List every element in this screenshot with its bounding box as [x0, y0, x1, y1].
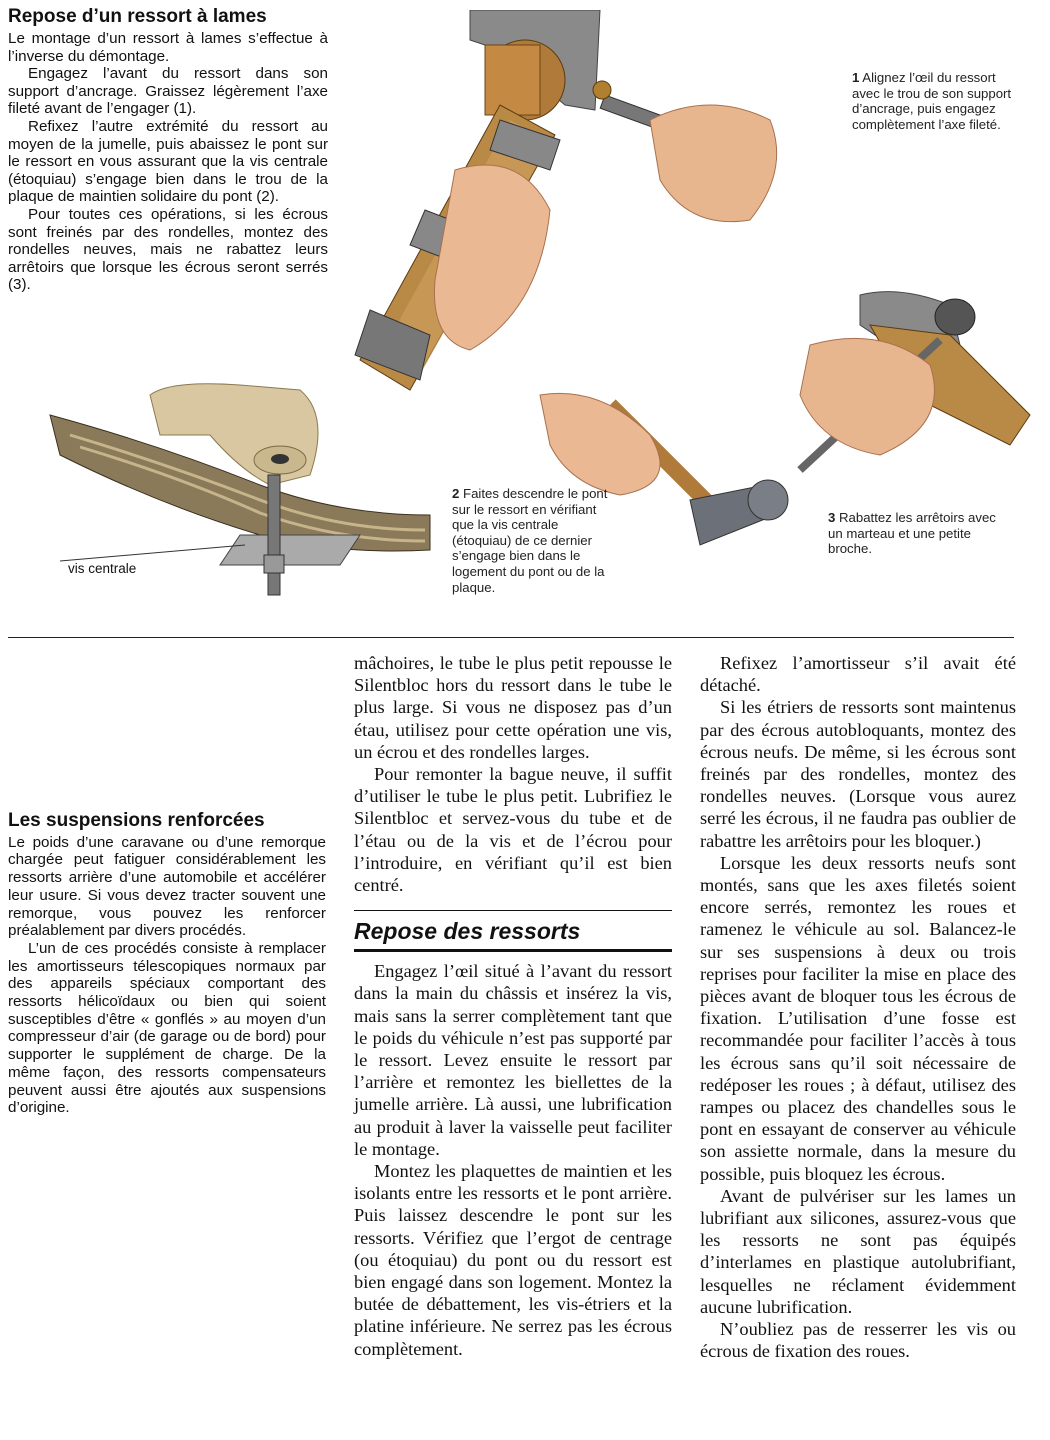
caption-number: 3: [828, 510, 836, 525]
column-suspensions: [8, 812, 326, 1117]
paragraph: Pour remonter la bague neuve, il suffit d’utiliser le tube le plus petit. Lubrifiez le Silentbloc et servez-vous du tube et de l’étau ou de la vis et de l’écrou pour l’introduire, en vérifiant qu’il est bien centré.: [354, 764, 672, 896]
column-right: [700, 652, 1016, 1363]
label-vis-centrale: vis centrale: [68, 561, 137, 576]
section-title: Les suspensions renforcées: [8, 810, 265, 831]
paragraph: Avant de pulvériser sur les lames un lubrifiant aux silicones, assurez-vous que les ressorts ne sont pas équipés d’interlames en plastique autolubrifiant, lesquelles ne réclament évidemment aucune lubrification.: [700, 1185, 1016, 1317]
intro-paragraph: Pour toutes ces opérations, si les écrous sont freinés par des rondelles, montez des rondelles neuves, mais ne rabattez leurs arrêtoirs que lorsque les écrous seront serrés (3).: [8, 205, 328, 294]
caption-text: Rabattez les arrêtoirs avec un marteau et une petite broche.: [828, 510, 996, 557]
section-heading: Repose des ressorts: [354, 917, 672, 952]
intro-paragraph: Refixez l’autre extrémité du ressort au moyen de la jumelle, puis abaissez le pont sur le ressort en vous assurant que la vis centrale (étoquiau) s’engage bien dans le trou de la plaque de maintien solidaire du pont (2).: [8, 117, 328, 206]
paragraph: N’oubliez pas de resserrer les vis ou écrous de fixation des roues.: [700, 1319, 1016, 1362]
intro-title: Repose d’un ressort à lames: [8, 6, 267, 27]
illustration-step2: [40, 375, 440, 625]
caption-text: Faites descendre le pont sur le ressort en vérifiant que la vis centrale (étoquiau) de ce dernier s’engage bien dans le logement du pont ou de la plaque.: [452, 486, 608, 595]
caption-number: 1: [852, 70, 860, 85]
caption-text: Alignez l’œil du ressort avec le trou de son support d’ancrage, puis engagez complètement l’axe fileté.: [852, 70, 1012, 132]
intro-paragraph: Le montage d’un ressort à lames s’effectue à l’inverse du démontage.: [8, 30, 328, 65]
intro-section: [8, 6, 328, 294]
paragraph: mâchoires, le tube le plus petit repousse le Silentbloc hors du ressort dans le tube le plus large. Si vous ne disposez pas d’un étau, utilisez pour cette opération une vis, un écrou et des rondelles larges.: [354, 653, 672, 762]
paragraph: L’un de ces procédés consiste à remplacer les amortisseurs télescopiques normaux par des appareils spéciaux comportant des ressorts hélicoïdaux ou bien qui soient susceptibles d’être « gonflés » au moyen d’un compresseur d’air (de garage ou de bord) pour supporter le supplément de charge. De la même façon, des ressorts compensateurs peuvent aussi être ajoutés aux suspensions d’origine.: [8, 939, 326, 1117]
paragraph: Montez les plaquettes de maintien et les isolants entre les ressorts et le pont arrière. Puis laissez descendre le pont sur les ressorts. Vérifiez que l’ergot de centrage (ou étoquiau) du pont ou du ressort est bien engagé dans son logement. Montez la butée de débattement, les vis-étriers et la platine inférieure. Ne serrez pas les écrous complètement.: [354, 1161, 672, 1359]
section-divider: [8, 637, 1014, 638]
caption-step1: [852, 70, 1012, 132]
paragraph: Si les étriers de ressorts sont maintenus par des écrous autobloquants, montez des écrous neufs. De même, si les écrous sont freinés par des rondelles, montez des rondelles neuves. (Lorsque vous aurez serré les écrous, il ne faudra pas oublier de rabattre les arrêtoirs pour les bloquer.): [700, 697, 1016, 851]
paragraph: Le poids d’une caravane ou d’une remorque chargée peut fatiguer considérablement les ressorts arrière d’une automobile et accélérer leur usure. Si vous devez tracter souvent une remorque, vous pouvez les renforcer préalablement par divers procédés.: [8, 833, 326, 940]
paragraph: Lorsque les deux ressorts neufs sont montés, sans que les axes filetés soient encore serrés, remontez les roues et ramenez le véhicule au sol. Balancez-le sur ses suspensions à deux ou trois reprises pour faciliter la mise en place des pièces avant de bloquer tous les écrous de fixation. L’utilisation d’une fosse est recommandée pour faciliter l’accès à tous les écrous sans qu’il soit nécessaire de redéposer les roues ; à défaut, utilisez des rampes ou placez des chandelles sous le pont en essayant de conserver au véhicule son assiette normale, dans la mesure du possible, puis bloquez les écrous.: [700, 852, 1016, 1184]
paragraph: Refixez l’amortisseur s’il avait été détaché.: [700, 653, 1016, 696]
column-middle: [354, 652, 672, 1360]
paragraph: Engagez l’œil situé à l’avant du ressort dans la main du châssis et insérez la vis, mais sans la serrer complètement tant que le poids du véhicule n’est pas supporté par le ressort. Levez ensuite le ressort par l’arrière et remontez les biellettes de la jumelle arrière. Là aussi, une lubrification au produit à laver la vaisselle peut faciliter le montage.: [354, 961, 672, 1159]
caption-step2: [452, 486, 617, 595]
intro-paragraph: Engagez l’avant du ressort dans son support d’ancrage. Graissez légèrement l’axe fileté avant de l’engager (1).: [8, 65, 328, 118]
caption-number: 2: [452, 486, 460, 501]
caption-step3: [828, 510, 1008, 557]
